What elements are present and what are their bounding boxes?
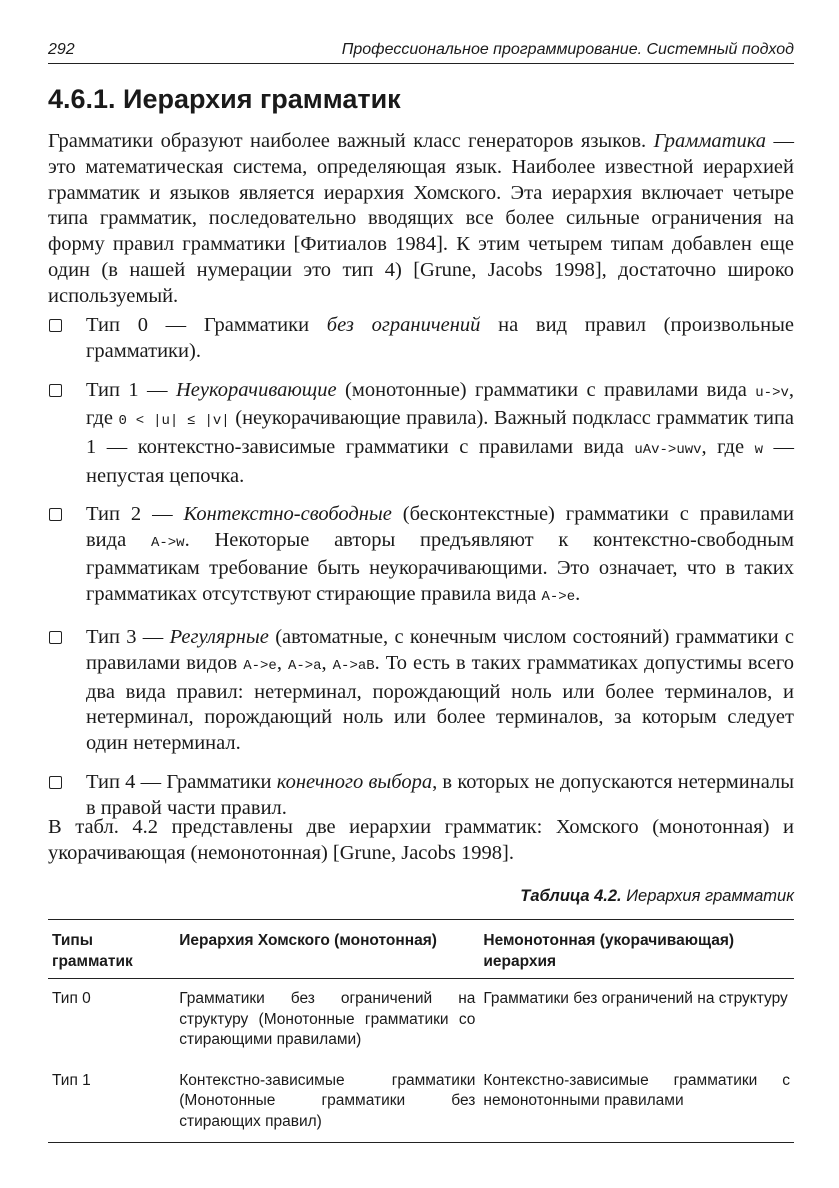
code-rule: A->e bbox=[243, 657, 277, 674]
column-header: Иерархия Хомского (монотонная) bbox=[179, 932, 437, 949]
intro-text-1: Грамматики образуют наиболее важный класс генераторов языков. bbox=[48, 130, 654, 152]
code-rule: w bbox=[754, 442, 763, 459]
code-rule: A->a bbox=[287, 657, 322, 674]
table-caption bbox=[520, 887, 794, 906]
code-rule: A->w bbox=[150, 534, 185, 551]
grammar-type-list bbox=[48, 313, 794, 833]
section-title: 4.6.1. Иерархия грамматик bbox=[48, 84, 401, 114]
table-cell: Контекстно-зависимые грамматики с немонотонными правилами bbox=[483, 1071, 790, 1109]
list-item-type-3: Тип 3 — Регулярные (автоматные, с конечным числом состояний) грамматики с правилами видов A->e, A->a, A->aB. То есть в таких грамматиках допустимы всего два вида правил: нетерминал, порождающий ноль или более терминалов, и нетерминал, порождающий ноль или более терминалов, за которым следует один нетерминал. bbox=[48, 625, 794, 757]
table-cell: Контекстно-зависимые грамматики (Монотонные грамматики без стирающих правил) bbox=[179, 1071, 476, 1130]
table-cell: Грамматики без ограничений на структуру (Монотонные грамматики со стирающими правилами) bbox=[179, 990, 476, 1048]
list-item-type-4: Тип 4 — Грамматики конечного выбора, в которых не допускаются нетерминалы в правой части правил. bbox=[48, 770, 794, 822]
code-rule: u->v bbox=[755, 384, 789, 401]
code-rule: A->e bbox=[541, 589, 576, 606]
table-row bbox=[48, 979, 794, 1061]
table-reference-paragraph: В табл. 4.2 представлены две иерархии грамматик: Хомского (монотонная) и укорачивающая (немонотонная) [Grune, Jacobs 1998]. bbox=[48, 816, 794, 864]
table-cell: Тип 0 bbox=[52, 990, 91, 1007]
header-rule bbox=[48, 63, 794, 64]
table-title: Иерархия грамматик bbox=[621, 887, 794, 905]
checkbox-bullet-icon bbox=[49, 631, 62, 644]
list-item-type-2: Тип 2 — Контекстно-свободные (бесконтекстные) грамматики с правилами вида A->w. Некоторые авторы предъявляют к контекстно-свободным грамматикам требование быть неукорачивающими. Это означает, что в таких грамматиках отсутствуют стирающие правила вида A->e. bbox=[48, 502, 794, 611]
table-cell: Грамматики без ограничений на структуру bbox=[483, 990, 788, 1007]
column-header: Типы грамматик bbox=[52, 932, 133, 970]
intro-text-2: — это математическая система, определяющая язык. Наиболее известной иерархией грамматик и языков является иерархия Хомского. Эта иерархия включает четыре типа грамматик, последовательно вводящих все более сильные ограничения на форму правил грамматики [Фитиалов 1984]. К этим четырем типам добавлен еще один (в нашей нумерации это тип 4) [Grune, Jacobs 1998], достаточно широко используемый. bbox=[48, 130, 794, 307]
code-rule: uAv->uwv bbox=[634, 442, 702, 459]
grammar-hierarchy-table bbox=[48, 919, 794, 1143]
running-header bbox=[48, 41, 794, 63]
page-number: 292 bbox=[48, 41, 75, 58]
list-item-type-0: Тип 0 — Грамматики без ограничений на вид правил (произвольные грамматики). bbox=[48, 313, 794, 365]
checkbox-bullet-icon bbox=[49, 319, 62, 332]
running-title: Профессиональное программирование. Системный подход bbox=[341, 41, 794, 58]
checkbox-bullet-icon bbox=[49, 508, 62, 521]
table-number: Таблица 4.2. bbox=[520, 887, 622, 905]
list-item-type-1: Тип 1 — Неукорачивающие (монотонные) грамматики с правилами вида u->v, где 0 < |u| ≤ |v| (неукорачивающие правила). Важный подкласс грамматик типа 1 — контекстно-зависимые грамматики с правилами вида uAv->uwv, где w — непустая цепочка. bbox=[48, 378, 794, 490]
table-header-row bbox=[48, 920, 794, 979]
checkbox-bullet-icon bbox=[49, 384, 62, 397]
code-rule: 0 < |u| ≤ |v| bbox=[118, 413, 230, 430]
table-cell: Тип 1 bbox=[52, 1071, 91, 1089]
checkbox-bullet-icon bbox=[49, 776, 62, 789]
column-header: Немонотонная (укорачивающая) иерархия bbox=[483, 932, 735, 970]
intro-paragraph bbox=[48, 129, 794, 310]
intro-term: Грамматика bbox=[653, 130, 767, 152]
table-row bbox=[48, 1061, 794, 1143]
code-rule: A->aB bbox=[332, 657, 375, 674]
